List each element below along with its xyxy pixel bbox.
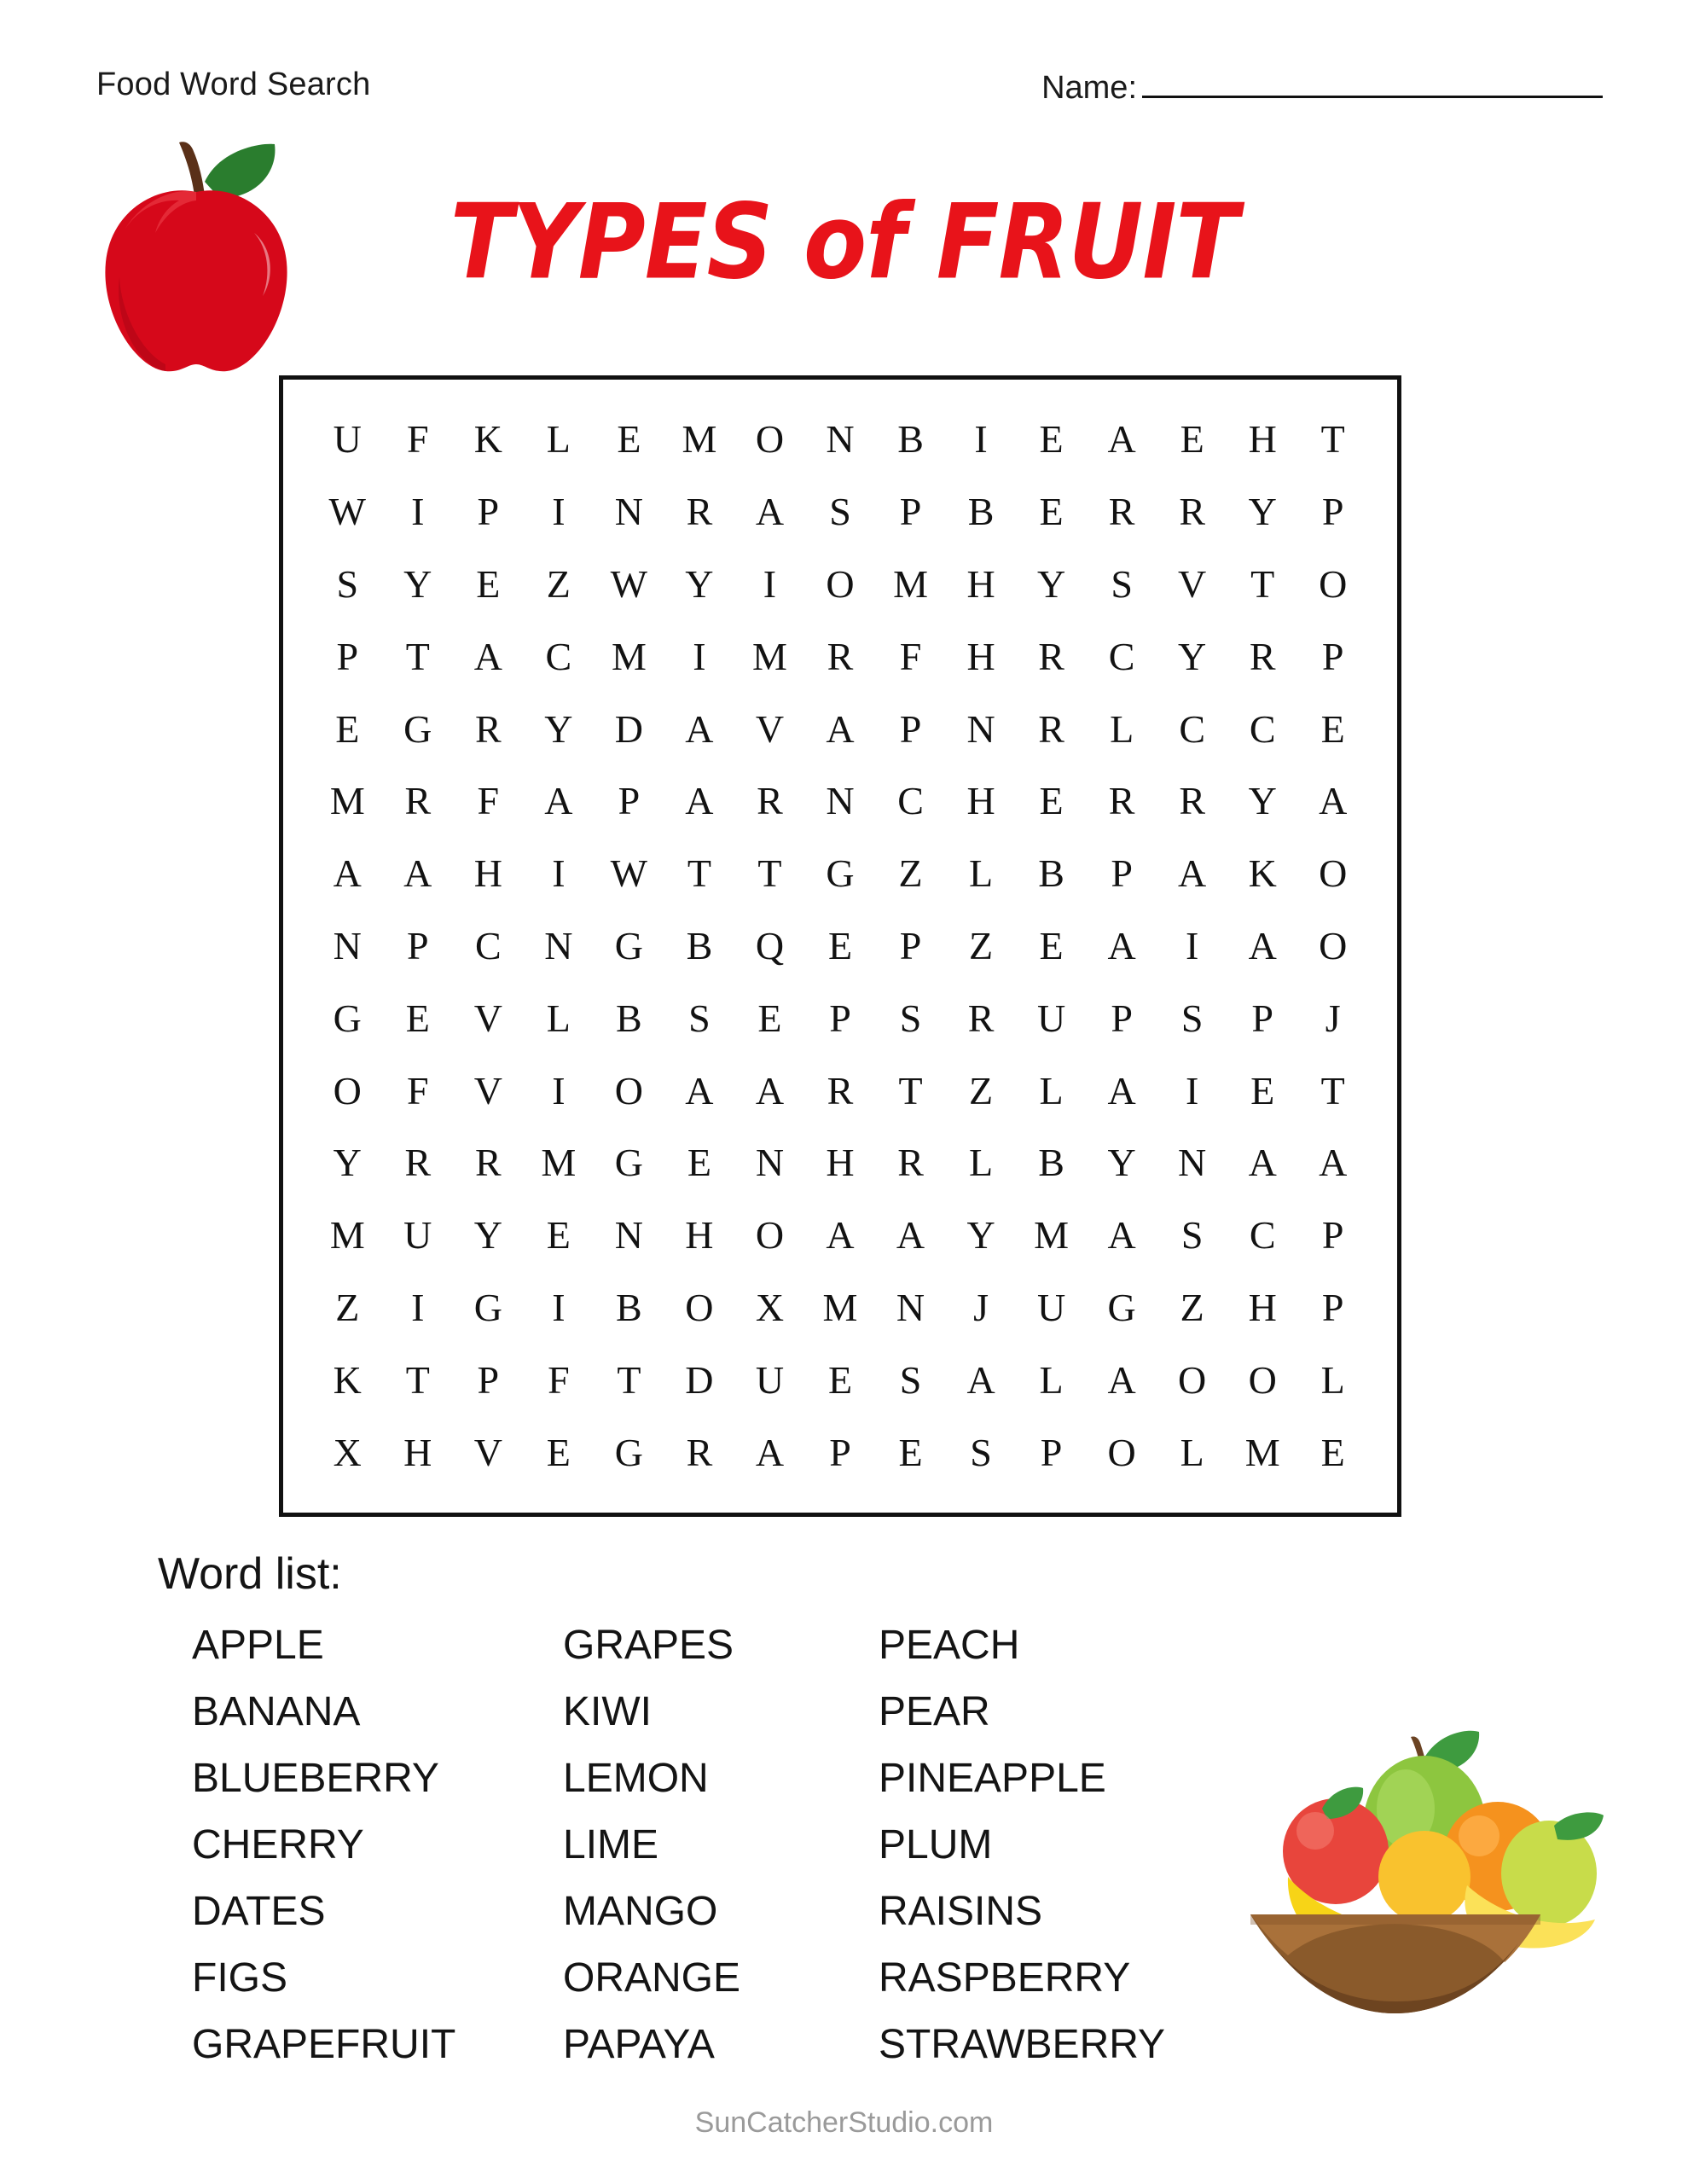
grid-cell[interactable]: H: [966, 634, 995, 678]
grid-cell[interactable]: U: [333, 417, 362, 462]
grid-cell[interactable]: S: [1180, 996, 1204, 1040]
grid-cell[interactable]: L: [1039, 1068, 1064, 1112]
word-list-item[interactable]: PINEAPPLE: [879, 1756, 1106, 1801]
grid-cell[interactable]: P: [477, 1357, 500, 1402]
grid-cell[interactable]: T: [405, 634, 430, 678]
grid-cell[interactable]: V: [473, 1068, 502, 1112]
grid-cell[interactable]: K: [333, 1357, 362, 1402]
grid-cell[interactable]: P: [899, 923, 922, 967]
grid-cell[interactable]: A: [685, 779, 714, 823]
grid-cell[interactable]: L: [546, 996, 571, 1040]
grid-cell[interactable]: P: [1111, 851, 1133, 896]
grid-cell[interactable]: F: [477, 779, 500, 823]
grid-cell[interactable]: T: [687, 851, 711, 896]
grid-cell[interactable]: A: [966, 1357, 995, 1402]
grid-cell[interactable]: V: [1178, 561, 1207, 606]
word-list-heading: Word list:: [158, 1549, 342, 1599]
grid-cell[interactable]: M: [611, 634, 647, 678]
grid-cell[interactable]: A: [685, 1068, 714, 1112]
grid-cell[interactable]: A: [473, 634, 502, 678]
name-input-line[interactable]: [1142, 67, 1603, 98]
grid-cell[interactable]: P: [829, 996, 851, 1040]
grid-cell[interactable]: I: [974, 417, 988, 462]
grid-cell[interactable]: O: [614, 1068, 643, 1112]
grid-cell[interactable]: R: [967, 996, 995, 1040]
grid-cell[interactable]: L: [546, 417, 571, 462]
word-list-item[interactable]: ORANGE: [563, 1955, 741, 2001]
grid-cell[interactable]: F: [407, 417, 429, 462]
grid-cell[interactable]: R: [757, 779, 783, 823]
grid-cell[interactable]: P: [336, 634, 359, 678]
grid-cell[interactable]: A: [1319, 1141, 1348, 1185]
grid-cell[interactable]: Y: [685, 561, 714, 606]
grid-cell[interactable]: A: [896, 1213, 925, 1258]
grid-cell[interactable]: Z: [546, 561, 571, 606]
grid-cell[interactable]: O: [1178, 1357, 1207, 1402]
fruit-bowl-icon: [1169, 1706, 1621, 2013]
grid-cell[interactable]: H: [966, 779, 995, 823]
grid-cell[interactable]: Y: [544, 706, 573, 751]
grid-cell[interactable]: P: [1321, 1213, 1344, 1258]
grid-cell[interactable]: D: [685, 1357, 714, 1402]
grid-cell[interactable]: A: [333, 851, 362, 896]
grid-cell[interactable]: E: [546, 1213, 571, 1258]
grid-cell[interactable]: S: [688, 996, 711, 1040]
grid-cell[interactable]: Z: [969, 923, 994, 967]
grid-cell[interactable]: I: [411, 490, 425, 534]
grid-cell[interactable]: S: [336, 561, 359, 606]
grid-cell[interactable]: U: [1036, 1285, 1066, 1329]
grid-cell[interactable]: L: [1110, 706, 1134, 751]
grid-cell[interactable]: T: [757, 851, 782, 896]
word-list-item[interactable]: RAISINS: [879, 1889, 1043, 1934]
word-list-item[interactable]: LEMON: [563, 1756, 709, 1801]
grid-cell[interactable]: A: [755, 490, 785, 534]
grid-cell[interactable]: I: [552, 1068, 566, 1112]
grid-cell[interactable]: P: [1111, 996, 1133, 1040]
grid-cell[interactable]: R: [404, 779, 432, 823]
grid-cell[interactable]: N: [966, 706, 995, 751]
grid-cell[interactable]: A: [1319, 779, 1348, 823]
grid-cell[interactable]: I: [1185, 1068, 1199, 1112]
grid-cell[interactable]: L: [1320, 1357, 1345, 1402]
grid-cell[interactable]: P: [1251, 996, 1273, 1040]
grid-cell[interactable]: A: [544, 779, 573, 823]
grid-cell[interactable]: Y: [1036, 561, 1066, 606]
grid-cell[interactable]: F: [899, 634, 922, 678]
grid-cell[interactable]: P: [477, 490, 500, 534]
grid-cell[interactable]: M: [329, 779, 365, 823]
grid-cell[interactable]: A: [403, 851, 432, 896]
grid-cell[interactable]: R: [827, 1068, 854, 1112]
grid-cell[interactable]: H: [1248, 1285, 1277, 1329]
grid-cell[interactable]: L: [969, 851, 994, 896]
grid-cell[interactable]: G: [403, 706, 432, 751]
word-list-item[interactable]: APPLE: [192, 1623, 324, 1668]
grid-cell[interactable]: E: [1320, 1430, 1345, 1474]
grid-cell[interactable]: E: [546, 1430, 571, 1474]
grid-cell[interactable]: E: [617, 417, 641, 462]
word-list-item[interactable]: GRAPES: [563, 1623, 734, 1668]
grid-cell[interactable]: R: [1179, 779, 1205, 823]
grid-cell[interactable]: P: [899, 706, 922, 751]
grid-cell[interactable]: J: [1325, 996, 1341, 1040]
grid-cell[interactable]: M: [752, 634, 787, 678]
grid-cell[interactable]: K: [473, 417, 502, 462]
grid-cell[interactable]: N: [544, 923, 573, 967]
footer-credit: SunCatcherStudio.com: [694, 2106, 994, 2139]
grid-cell[interactable]: W: [328, 490, 366, 534]
grid-cell[interactable]: E: [687, 1141, 711, 1185]
grid-cell[interactable]: E: [898, 1430, 923, 1474]
grid-cell[interactable]: P: [1321, 490, 1344, 534]
grid-cell[interactable]: V: [755, 706, 785, 751]
grid-cell[interactable]: R: [1108, 490, 1135, 534]
grid-cell[interactable]: W: [610, 561, 648, 606]
word-list-item[interactable]: PAPAYA: [563, 2022, 715, 2067]
grid-cell[interactable]: H: [403, 1430, 432, 1474]
word-list-item[interactable]: STRAWBERRY: [879, 2022, 1166, 2067]
grid-cell[interactable]: A: [826, 706, 855, 751]
grid-cell[interactable]: A: [685, 706, 714, 751]
grid-cell[interactable]: E: [827, 1357, 853, 1402]
grid-cell[interactable]: Y: [1248, 779, 1277, 823]
grid-cell[interactable]: H: [826, 1141, 855, 1185]
grid-cell[interactable]: E: [1180, 417, 1204, 462]
word-list-item[interactable]: KIWI: [563, 1689, 652, 1734]
grid-cell[interactable]: R: [1249, 634, 1276, 678]
grid-cell[interactable]: B: [967, 490, 995, 534]
grid-cell[interactable]: R: [404, 1141, 432, 1185]
grid-cell[interactable]: E: [1039, 923, 1064, 967]
grid-cell[interactable]: J: [973, 1285, 989, 1329]
grid-cell[interactable]: Z: [969, 1068, 994, 1112]
grid-cell[interactable]: C: [1249, 706, 1276, 751]
worksheet-label: Food Word Search: [96, 67, 371, 102]
grid-cell[interactable]: G: [614, 1430, 643, 1474]
grid-cell[interactable]: N: [614, 490, 643, 534]
grid-cell[interactable]: N: [826, 779, 855, 823]
grid-cell[interactable]: S: [899, 1357, 922, 1402]
grid-cell[interactable]: F: [548, 1357, 570, 1402]
grid-cell[interactable]: X: [755, 1285, 785, 1329]
grid-cell[interactable]: C: [1249, 1213, 1276, 1258]
grid-cell[interactable]: B: [616, 1285, 642, 1329]
grid-cell[interactable]: H: [966, 561, 995, 606]
grid-cell[interactable]: P: [618, 779, 641, 823]
grid-cell[interactable]: A: [826, 1213, 855, 1258]
grid-cell[interactable]: Y: [473, 1213, 502, 1258]
word-list-item[interactable]: PEACH: [879, 1623, 1020, 1668]
grid-cell[interactable]: P: [1321, 634, 1344, 678]
grid-cell[interactable]: Q: [755, 923, 785, 967]
grid-cell[interactable]: V: [473, 1430, 502, 1474]
grid-cell[interactable]: B: [1038, 851, 1064, 896]
grid-cell[interactable]: E: [1250, 1068, 1275, 1112]
grid-cell[interactable]: I: [763, 561, 777, 606]
grid-cell[interactable]: O: [1319, 851, 1348, 896]
page-title: TYPES of FRUIT: [450, 183, 1238, 303]
grid-cell[interactable]: I: [552, 1285, 566, 1329]
grid-cell[interactable]: N: [333, 923, 362, 967]
grid-cell[interactable]: R: [897, 1141, 924, 1185]
grid-cell[interactable]: K: [1248, 851, 1277, 896]
grid-cell[interactable]: E: [476, 561, 501, 606]
word-list-item[interactable]: PEAR: [879, 1689, 990, 1734]
grid-cell[interactable]: A: [1248, 1141, 1277, 1185]
grid-cell[interactable]: O: [1319, 561, 1348, 606]
grid-cell[interactable]: O: [685, 1285, 714, 1329]
word-list-item[interactable]: BANANA: [192, 1689, 361, 1734]
grid-cell[interactable]: L: [1180, 1430, 1204, 1474]
grid-cell[interactable]: Y: [1107, 1141, 1136, 1185]
grid-cell[interactable]: O: [1107, 1430, 1136, 1474]
grid-cell[interactable]: I: [693, 634, 706, 678]
word-search-grid[interactable]: [279, 375, 1401, 1517]
grid-cell[interactable]: N: [1178, 1141, 1207, 1185]
grid-cell[interactable]: B: [1038, 1141, 1064, 1185]
grid-cell[interactable]: C: [1179, 706, 1205, 751]
grid-cell[interactable]: G: [614, 923, 643, 967]
grid-cell[interactable]: B: [897, 417, 924, 462]
grid-cell[interactable]: E: [827, 923, 853, 967]
grid-cell[interactable]: Y: [966, 1213, 995, 1258]
grid-cell[interactable]: A: [1107, 1357, 1136, 1402]
grid-cell[interactable]: T: [1320, 417, 1345, 462]
grid-cell[interactable]: Z: [898, 851, 923, 896]
word-list-item[interactable]: FIGS: [192, 1955, 288, 2001]
grid-cell[interactable]: S: [1180, 1213, 1204, 1258]
grid-cell[interactable]: N: [614, 1213, 643, 1258]
word-list-item[interactable]: BLUEBERRY: [192, 1756, 439, 1801]
word-list-item[interactable]: LIME: [563, 1822, 659, 1867]
grid-cell[interactable]: O: [333, 1068, 362, 1112]
grid-cell[interactable]: V: [473, 996, 502, 1040]
grid-cell[interactable]: B: [686, 923, 713, 967]
grid-cell[interactable]: M: [1034, 1213, 1070, 1258]
grid-cell[interactable]: P: [829, 1430, 851, 1474]
word-list-item[interactable]: DATES: [192, 1889, 326, 1934]
grid-cell[interactable]: C: [897, 779, 924, 823]
grid-cell[interactable]: O: [1319, 923, 1348, 967]
grid-cell[interactable]: O: [1248, 1357, 1277, 1402]
grid-cell[interactable]: U: [403, 1213, 432, 1258]
grid-cell[interactable]: S: [1111, 561, 1133, 606]
grid-cell[interactable]: Y: [403, 561, 432, 606]
grid-cell[interactable]: G: [826, 851, 855, 896]
grid-cell[interactable]: P: [1040, 1430, 1063, 1474]
grid-cell[interactable]: Y: [333, 1141, 362, 1185]
grid-cell[interactable]: N: [755, 1141, 785, 1185]
grid-cell[interactable]: H: [685, 1213, 714, 1258]
grid-cell[interactable]: P: [899, 490, 922, 534]
grid-cell[interactable]: H: [1248, 417, 1277, 462]
word-list-item[interactable]: GRAPEFRUIT: [192, 2022, 456, 2067]
grid-cell[interactable]: O: [826, 561, 855, 606]
grid-cell[interactable]: L: [969, 1141, 994, 1185]
grid-cell[interactable]: S: [970, 1430, 992, 1474]
name-field-group: [1041, 67, 1603, 107]
grid-cell[interactable]: E: [335, 706, 360, 751]
grid-cell[interactable]: R: [1179, 490, 1205, 534]
grid-cell[interactable]: R: [1108, 779, 1135, 823]
grid-cell[interactable]: E: [1039, 779, 1064, 823]
grid-cell[interactable]: S: [829, 490, 851, 534]
grid-cell[interactable]: R: [1038, 706, 1064, 751]
grid-cell[interactable]: Z: [335, 1285, 360, 1329]
grid-cell[interactable]: I: [411, 1285, 425, 1329]
grid-cell[interactable]: M: [1244, 1430, 1280, 1474]
grid-cell[interactable]: A: [755, 1068, 785, 1112]
grid-cell[interactable]: N: [896, 1285, 925, 1329]
grid-cell[interactable]: E: [405, 996, 430, 1040]
grid-cell[interactable]: E: [1320, 706, 1345, 751]
grid-cell[interactable]: C: [474, 923, 502, 967]
grid-cell[interactable]: C: [545, 634, 572, 678]
grid-cell[interactable]: Y: [1178, 634, 1207, 678]
grid-cell[interactable]: O: [755, 417, 785, 462]
grid-cell[interactable]: G: [473, 1285, 502, 1329]
grid-cell[interactable]: M: [682, 417, 717, 462]
grid-cell[interactable]: U: [1036, 996, 1066, 1040]
grid-cell[interactable]: S: [899, 996, 922, 1040]
grid-cell[interactable]: T: [898, 1068, 923, 1112]
word-list-item[interactable]: RASPBERRY: [879, 1955, 1131, 2001]
grid-cell[interactable]: A: [1178, 851, 1207, 896]
grid-cell[interactable]: N: [826, 417, 855, 462]
grid-cell[interactable]: H: [473, 851, 502, 896]
grid-cell[interactable]: I: [1185, 923, 1199, 967]
grid-cell[interactable]: R: [686, 1430, 713, 1474]
grid-cell[interactable]: P: [407, 923, 429, 967]
grid-cell[interactable]: T: [405, 1357, 430, 1402]
grid-cell[interactable]: M: [822, 1285, 858, 1329]
grid-cell[interactable]: R: [1038, 634, 1064, 678]
word-list-item[interactable]: CHERRY: [192, 1822, 364, 1867]
grid-cell[interactable]: P: [1321, 1285, 1344, 1329]
word-list-item[interactable]: PLUM: [879, 1822, 993, 1867]
grid-cell[interactable]: E: [1039, 417, 1064, 462]
grid-cell[interactable]: A: [1107, 417, 1136, 462]
grid-cell[interactable]: C: [1108, 634, 1135, 678]
grid-cell[interactable]: A: [1248, 923, 1277, 967]
grid-cell[interactable]: Z: [1180, 1285, 1204, 1329]
grid-cell[interactable]: M: [329, 1213, 365, 1258]
grid-cell[interactable]: A: [1107, 1068, 1136, 1112]
grid-cell[interactable]: R: [686, 490, 713, 534]
grid-cell[interactable]: A: [1107, 1213, 1136, 1258]
grid-cell[interactable]: R: [474, 706, 502, 751]
grid-cell[interactable]: T: [1250, 561, 1275, 606]
grid-cell[interactable]: I: [552, 490, 566, 534]
grid-cell[interactable]: R: [474, 1141, 502, 1185]
grid-cell[interactable]: W: [610, 851, 648, 896]
grid-cell[interactable]: F: [407, 1068, 429, 1112]
grid-cell[interactable]: A: [755, 1430, 785, 1474]
grid-cell[interactable]: E: [757, 996, 782, 1040]
grid-cell[interactable]: A: [1107, 923, 1136, 967]
word-list-item[interactable]: MANGO: [563, 1889, 718, 1934]
grid-cell[interactable]: Y: [1248, 490, 1277, 534]
grid-cell[interactable]: B: [616, 996, 642, 1040]
grid-cell[interactable]: X: [333, 1430, 362, 1474]
word-list: [192, 1612, 1198, 2078]
grid-cell[interactable]: E: [1039, 490, 1064, 534]
worksheet-header: [0, 67, 1688, 118]
grid-cell[interactable]: M: [893, 561, 928, 606]
grid-cell[interactable]: U: [755, 1357, 785, 1402]
grid-cell[interactable]: L: [1039, 1357, 1064, 1402]
grid-cell[interactable]: R: [827, 634, 854, 678]
grid-cell[interactable]: G: [1107, 1285, 1136, 1329]
grid-cell[interactable]: T: [1320, 1068, 1345, 1112]
grid-cell[interactable]: G: [333, 996, 362, 1040]
grid-cell[interactable]: T: [617, 1357, 641, 1402]
grid-cell[interactable]: O: [755, 1213, 785, 1258]
grid-cell[interactable]: M: [541, 1141, 577, 1185]
grid-cell[interactable]: D: [614, 706, 643, 751]
name-label: Name:: [1041, 70, 1137, 106]
grid-cell[interactable]: G: [614, 1141, 643, 1185]
grid-cell[interactable]: I: [552, 851, 566, 896]
